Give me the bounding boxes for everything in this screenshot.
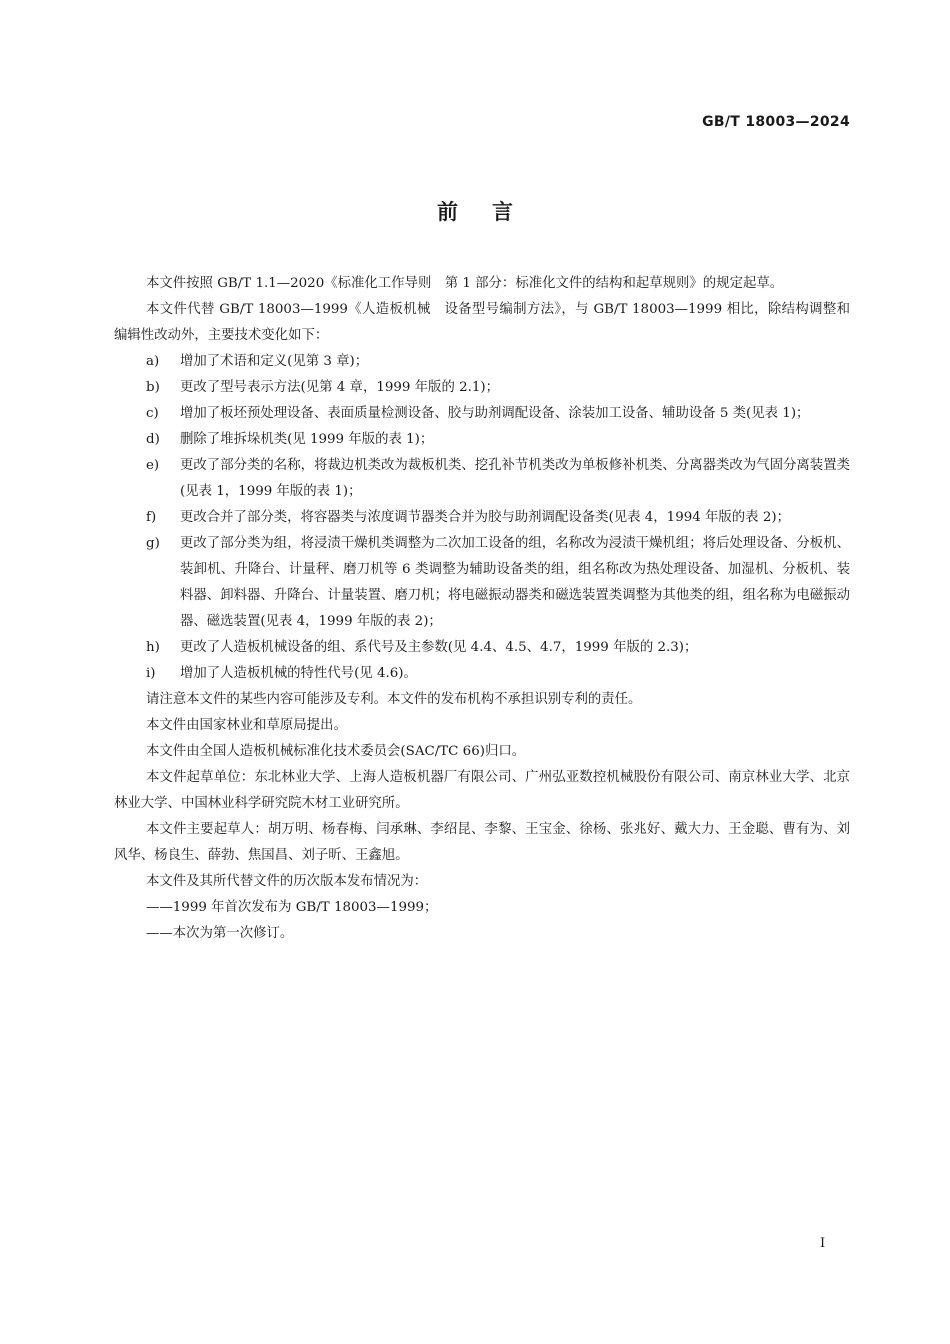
list-marker: i) <box>146 666 156 681</box>
list-item <box>114 375 850 401</box>
list-item <box>114 427 850 453</box>
history-item: ——本次为第一次修订。 <box>146 926 294 941</box>
list-marker: c) <box>146 406 159 421</box>
list-text: 更改合并了部分类，将容器类与浓度调节器类合并为胶与助剂调配设备类(见表 4，1994 年版的表 2)； <box>180 510 790 525</box>
list-item <box>114 531 850 635</box>
list-text: 更改了部分类的名称，将裁边机类改为裁板机类、挖孔补节机类改为单板修补机类、分离器类改为气固分离装置类(见表 1，1999 年版的表 1)； <box>180 458 850 499</box>
paragraph-committee: 本文件由全国人造板机械标准化技术委员会(SAC/TC 66)归口。 <box>146 744 526 759</box>
list-item <box>114 401 850 427</box>
list-item <box>114 453 850 505</box>
paragraph-patent-notice: 请注意本文件的某些内容可能涉及专利。本文件的发布机构不承担识别专利的责任。 <box>146 692 642 707</box>
paragraph-drafters: 本文件主要起草人：胡万明、杨春梅、闫承琳、李绍昆、李黎、王宝金、徐杨、张兆好、戴大力、王金聪、曹有为、刘风华、杨良生、薛勃、焦国昌、刘子昕、王鑫旭。 <box>114 822 850 863</box>
list-text: 增加了人造板机械的特性代号(见 4.6)。 <box>180 666 417 681</box>
paragraph-proposer: 本文件由国家林业和草原局提出。 <box>146 718 347 733</box>
page-title: 前言 <box>437 200 547 224</box>
list-text: 更改了部分类为组，将浸渍干燥机类调整为二次加工设备的组，名称改为浸渍干燥机组；将后处理设备、分板机、装卸机、升降台、计量秤、磨刀机等 6 类调整为辅助设备类的组，组名称改为热处理设备、加湿机、分板机、装料器、卸料器、升降台、计量装置、磨刀机；将电磁振动器类和磁选装置类调整为其他类的组，组名称为电磁振动器、磁选装置(见表 4，1999 年版的表 2)； <box>180 536 850 629</box>
list-item <box>114 349 850 375</box>
paragraph-history-intro: 本文件及其所代替文件的历次版本发布情况为： <box>146 874 428 889</box>
paragraph-drafting-units: 本文件起草单位：东北林业大学、上海人造板机器厂有限公司、广州弘亚数控机械股份有限公司、南京林业大学、北京林业大学、中国林业科学研究院木材工业研究所。 <box>114 770 850 811</box>
paragraph-drafting-rules: 本文件按照 GB/T 1.1—2020《标准化工作导则 第 1 部分：标准化文件的结构和起草规则》的规定起草。 <box>146 276 784 291</box>
list-item <box>114 661 850 687</box>
list-marker: d) <box>146 432 160 447</box>
page-number: I <box>820 1236 826 1251</box>
list-text: 更改了型号表示方法(见第 4 章，1999 年版的 2.1)； <box>180 380 500 395</box>
list-marker: f) <box>146 510 157 525</box>
list-marker: a) <box>146 354 160 369</box>
list-text: 删除了堆拆垛机类(见 1999 年版的表 1)； <box>180 432 434 447</box>
history-item: ——1999 年首次发布为 GB/T 18003—1999； <box>146 900 438 915</box>
list-item <box>114 635 850 661</box>
list-item <box>114 505 850 531</box>
changes-list <box>114 349 850 687</box>
list-marker: g) <box>146 536 160 551</box>
list-marker: h) <box>146 640 160 655</box>
list-text: 增加了术语和定义(见第 3 章)； <box>180 354 369 369</box>
foreword-body <box>114 271 850 947</box>
standard-code: GB/T 18003—2024 <box>702 114 850 130</box>
list-marker: e) <box>146 458 160 473</box>
list-marker: b) <box>146 380 160 395</box>
list-text: 增加了板坯预处理设备、表面质量检测设备、胶与助剂调配设备、涂装加工设备、辅助设备 5 类(见表 1)； <box>180 406 810 421</box>
paragraph-replacement: 本文件代替 GB/T 18003—1999《人造板机械 设备型号编制方法》，与 GB/T 18003—1999 相比，除结构调整和编辑性改动外，主要技术变化如下： <box>114 302 850 343</box>
list-text: 更改了人造板机械设备的组、系代号及主参数(见 4.4、4.5、4.7，1999 年版的 2.3)； <box>180 640 698 655</box>
